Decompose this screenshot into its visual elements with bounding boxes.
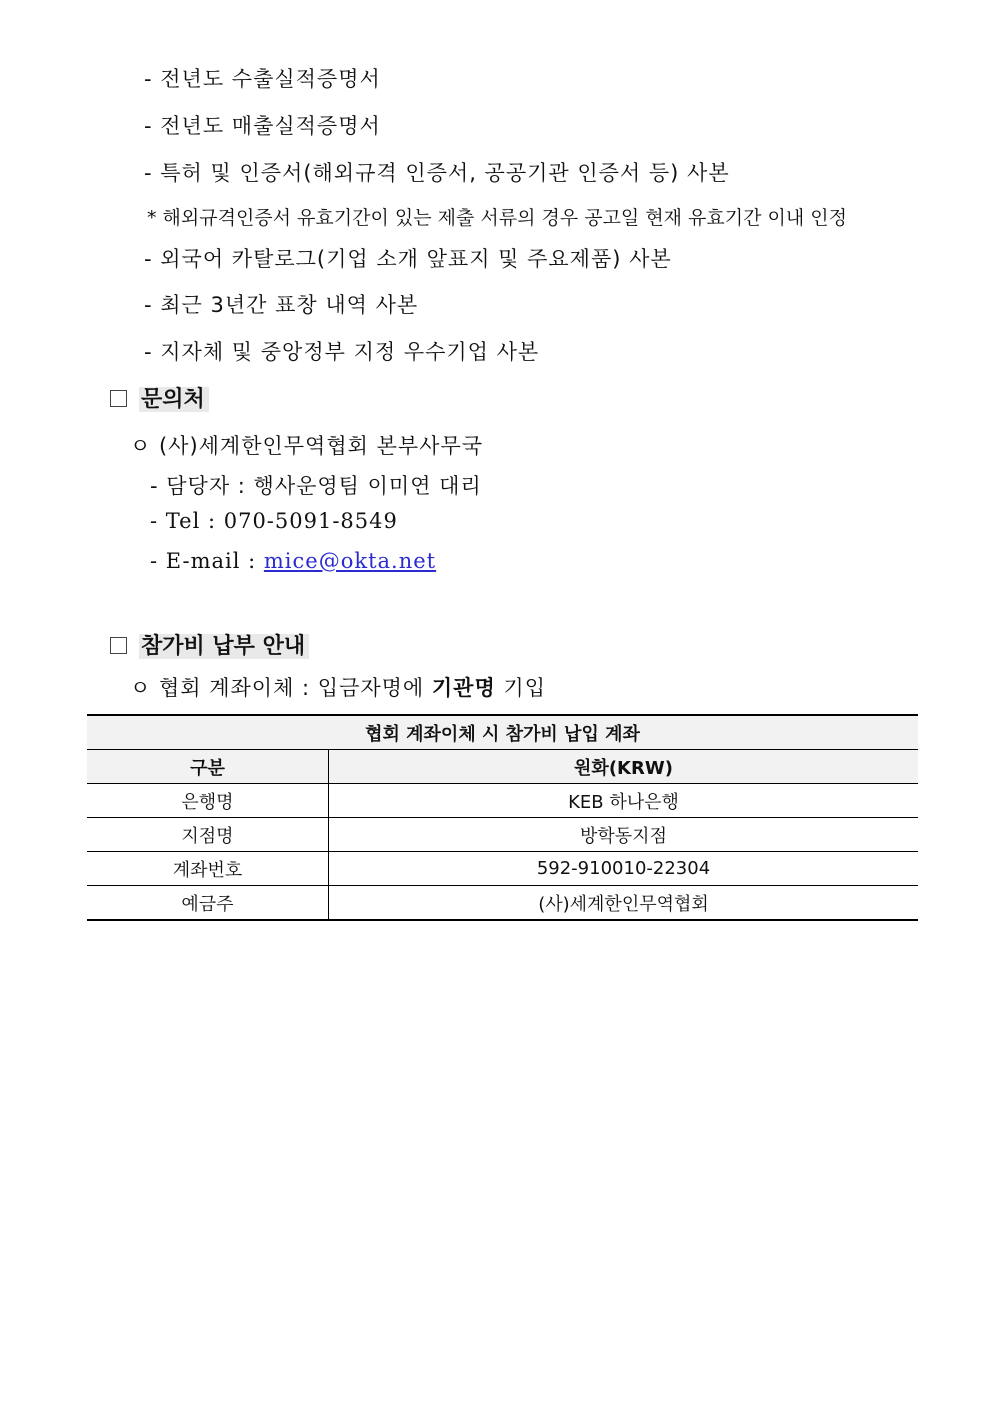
doc-item-awards: - 최근 3년간 표창 내역 사본: [144, 293, 419, 317]
table-row: [87, 886, 918, 921]
table-cell-value: KEB 하나은행: [329, 784, 919, 818]
table-title-row: [87, 715, 918, 750]
contact-org: ㅇ (사)세계한인무역협회 본부사무국: [130, 434, 484, 458]
contact-tel: - Tel : 070-5091-8549: [150, 509, 398, 533]
table-cell-label: 은행명: [87, 784, 329, 818]
checkbox-square-icon: [110, 390, 127, 407]
doc-item-export: - 전년도 수출실적증명서: [144, 67, 381, 91]
doc-item-catalog: - 외국어 카탈로그(기업 소개 앞표지 및 주요제품) 사본: [144, 247, 672, 271]
table-header-krw: 원화(KRW): [329, 750, 919, 784]
payment-instruction-bold: 기관명: [431, 676, 496, 700]
doc-item-sales: - 전년도 매출실적증명서: [144, 114, 381, 138]
table-header-row: [87, 750, 918, 784]
table-cell-label: 예금주: [87, 886, 329, 921]
table-cell-label: 계좌번호: [87, 852, 329, 886]
contact-heading: [110, 382, 209, 413]
doc-note: * 해외규격인증서 유효기간이 있는 제출 서류의 경우 공고일 현재 유효기간 이내 인정: [147, 207, 847, 229]
contact-heading-text: 문의처: [139, 387, 209, 412]
contact-email-link[interactable]: mice@okta.net: [263, 549, 437, 573]
payment-instruction: [130, 672, 546, 702]
table-cell-label: 지점명: [87, 818, 329, 852]
table-header-category: 구분: [87, 750, 329, 784]
payment-instruction-suffix: 기입: [495, 676, 546, 700]
contact-email-label: - E-mail :: [150, 549, 264, 573]
table-title: 협회 계좌이체 시 참가비 납입 계좌: [87, 715, 918, 750]
table-row: [87, 852, 918, 886]
payment-instruction-prefix: ㅇ 협회 계좌이체 : 입금자명에: [130, 676, 432, 700]
doc-item-patent: - 특허 및 인증서(해외규격 인증서, 공공기관 인증서 등) 사본: [144, 161, 730, 185]
table-cell-value: 방학동지점: [329, 818, 919, 852]
doc-item-certified: - 지자체 및 중앙정부 지정 우수기업 사본: [144, 340, 540, 364]
table-row: [87, 818, 918, 852]
payment-heading-text: 참가비 납부 안내: [139, 634, 309, 659]
table-row: [87, 784, 918, 818]
table-cell-value: 592-910010-22304: [329, 852, 919, 886]
account-table: [87, 714, 918, 921]
contact-email-line: [150, 549, 436, 573]
contact-person: - 담당자 : 행사운영팀 이미연 대리: [150, 474, 482, 498]
table-cell-value: (사)세계한인무역협회: [329, 886, 919, 921]
checkbox-square-icon: [110, 637, 127, 654]
payment-heading: [110, 629, 309, 660]
